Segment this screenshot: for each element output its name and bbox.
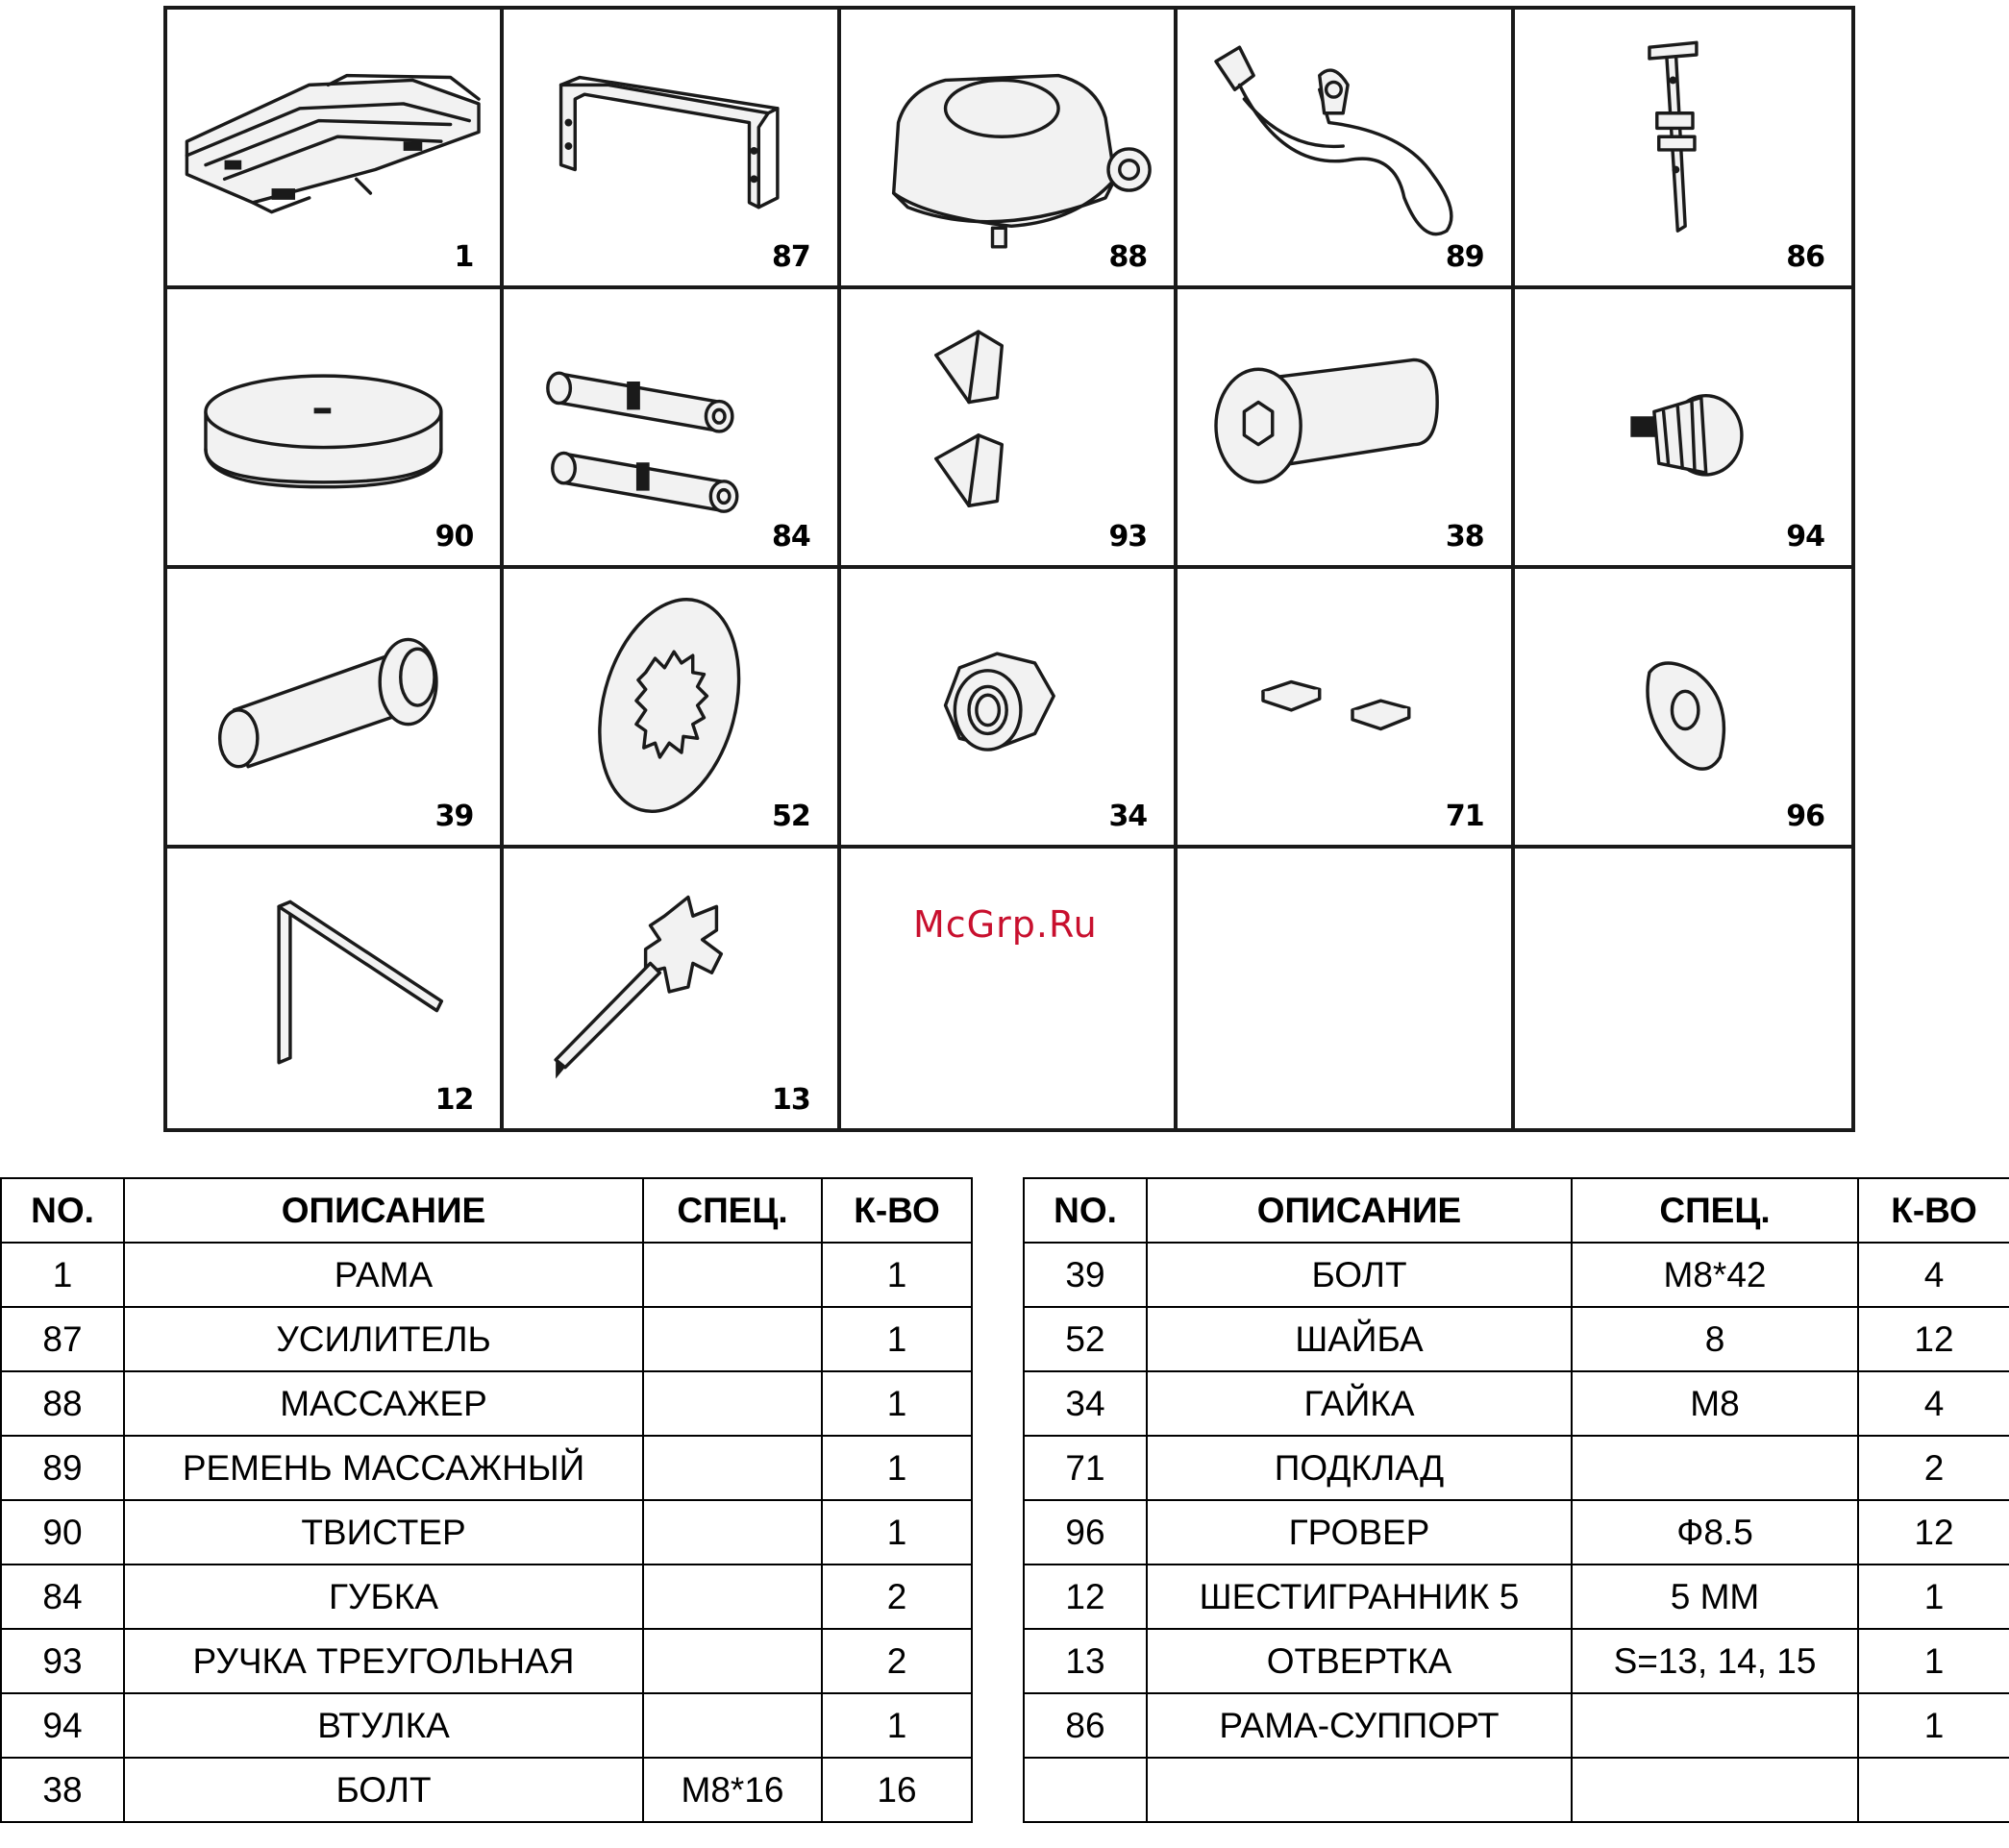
part-cell-89 — [1178, 10, 1514, 289]
part-number: 86 — [1786, 240, 1824, 274]
table-row — [1024, 1436, 2009, 1500]
cell-no: 39 — [1024, 1243, 1147, 1307]
table-row — [1024, 1629, 2009, 1693]
table-row — [1024, 1307, 2009, 1371]
cell-qty: 16 — [822, 1758, 972, 1822]
part-cell-86 — [1515, 10, 1851, 289]
cell-qty — [1858, 1758, 2009, 1822]
cell-no: 12 — [1024, 1565, 1147, 1629]
part-number: 90 — [434, 520, 474, 554]
part-cell-12 — [167, 849, 504, 1128]
header-spec: СПЕЦ. — [1572, 1178, 1858, 1243]
parts-table-left — [0, 1177, 973, 1823]
cell-spec: 5 MM — [1572, 1565, 1858, 1629]
cell-description: РЕМЕНЬ МАССАЖНЫЙ — [124, 1436, 643, 1500]
cell-qty: 1 — [822, 1693, 972, 1758]
cell-spec — [643, 1629, 822, 1693]
table-row — [1024, 1758, 2009, 1822]
cell-spec: M8 — [1572, 1371, 1858, 1436]
parts-diagram-grid — [163, 6, 1855, 1132]
cell-no: 38 — [1, 1758, 124, 1822]
cell-no: 84 — [1, 1565, 124, 1629]
table-header-row — [1024, 1178, 2009, 1243]
watermark: McGrp.Ru — [913, 903, 1098, 946]
table-row — [1, 1693, 972, 1758]
part-number: 93 — [1108, 520, 1148, 554]
part-number: 13 — [772, 1083, 810, 1117]
frame-icon — [167, 10, 500, 285]
part-cell-1 — [167, 10, 504, 289]
cell-spec: M8*42 — [1572, 1243, 1858, 1307]
table-row — [1024, 1500, 2009, 1565]
cell-spec — [643, 1371, 822, 1436]
cell-description: УСИЛИТЕЛЬ — [124, 1307, 643, 1371]
part-number: 96 — [1786, 800, 1824, 833]
part-cell-38 — [1178, 289, 1514, 569]
cell-qty: 4 — [1858, 1371, 2009, 1436]
cell-qty: 12 — [1858, 1307, 2009, 1371]
part-cell-90 — [167, 289, 504, 569]
part-number: 52 — [772, 800, 810, 833]
cell-description: БОЛТ — [124, 1758, 643, 1822]
part-number: 39 — [434, 800, 474, 833]
cell-no — [1024, 1758, 1147, 1822]
cell-description: ОТВЕРТКА — [1147, 1629, 1572, 1693]
cell-description: МАССАЖЕР — [124, 1371, 643, 1436]
table-row — [1, 1565, 972, 1629]
part-cell-96 — [1515, 569, 1851, 849]
header-no: NO. — [1024, 1178, 1147, 1243]
part-cell-93 — [841, 289, 1178, 569]
cell-no: 52 — [1024, 1307, 1147, 1371]
cell-qty: 2 — [822, 1629, 972, 1693]
parts-table-right — [1023, 1177, 2009, 1823]
cell-description: БОЛТ — [1147, 1243, 1572, 1307]
cell-no: 88 — [1, 1371, 124, 1436]
cell-qty: 1 — [822, 1243, 972, 1307]
cell-spec — [1572, 1436, 1858, 1500]
part-number: 84 — [772, 520, 810, 554]
header-qty: К-ВО — [1858, 1178, 2009, 1243]
empty-cell — [1178, 849, 1514, 1128]
cell-spec — [1572, 1758, 1858, 1822]
cell-qty: 1 — [822, 1307, 972, 1371]
cell-description: ГУБКА — [124, 1565, 643, 1629]
part-cell-34 — [841, 569, 1178, 849]
cell-spec: Ф8.5 — [1572, 1500, 1858, 1565]
header-description: ОПИСАНИЕ — [124, 1178, 643, 1243]
cell-spec: M8*16 — [643, 1758, 822, 1822]
cell-qty: 1 — [822, 1500, 972, 1565]
cell-no: 34 — [1024, 1371, 1147, 1436]
table-row — [1, 1371, 972, 1436]
cell-spec — [643, 1243, 822, 1307]
cell-description: РАМА-СУППОРТ — [1147, 1693, 1572, 1758]
cell-qty: 2 — [1858, 1436, 2009, 1500]
table-row — [1024, 1243, 2009, 1307]
cell-description: ШАЙБА — [1147, 1307, 1572, 1371]
cell-qty: 12 — [1858, 1500, 2009, 1565]
part-number: 38 — [1445, 520, 1484, 554]
part-number: 88 — [1108, 240, 1148, 274]
cell-spec — [643, 1500, 822, 1565]
header-qty: К-ВО — [822, 1178, 972, 1243]
header-no: NO. — [1, 1178, 124, 1243]
cell-description — [1147, 1758, 1572, 1822]
table-row — [1, 1436, 972, 1500]
header-description: ОПИСАНИЕ — [1147, 1178, 1572, 1243]
part-cell-87 — [504, 10, 840, 289]
table-row — [1024, 1693, 2009, 1758]
cell-spec — [643, 1436, 822, 1500]
table-row — [1, 1500, 972, 1565]
part-cell-94 — [1515, 289, 1851, 569]
part-number: 94 — [1786, 520, 1824, 554]
part-number: 89 — [1445, 240, 1484, 274]
cell-no: 13 — [1024, 1629, 1147, 1693]
table-row — [1024, 1371, 2009, 1436]
cell-no: 96 — [1024, 1500, 1147, 1565]
cell-no: 94 — [1, 1693, 124, 1758]
table-row — [1024, 1565, 2009, 1629]
table-row — [1, 1629, 972, 1693]
part-cell-39 — [167, 569, 504, 849]
cell-no: 1 — [1, 1243, 124, 1307]
part-number: 1 — [454, 240, 474, 274]
cell-spec — [643, 1565, 822, 1629]
cell-spec — [1572, 1693, 1858, 1758]
cell-qty: 1 — [1858, 1565, 2009, 1629]
table-row — [1, 1307, 972, 1371]
cell-no: 86 — [1024, 1693, 1147, 1758]
cell-qty: 1 — [822, 1371, 972, 1436]
part-cell-52 — [504, 569, 840, 849]
part-cell-88 — [841, 10, 1178, 289]
cell-qty: 2 — [822, 1565, 972, 1629]
part-cell-84 — [504, 289, 840, 569]
cell-description: РАМА — [124, 1243, 643, 1307]
empty-cell — [1515, 849, 1851, 1128]
cell-no: 87 — [1, 1307, 124, 1371]
part-number: 12 — [434, 1083, 474, 1117]
table-row — [1, 1243, 972, 1307]
cell-description: ТВИСТЕР — [124, 1500, 643, 1565]
cell-description: РУЧКА ТРЕУГОЛЬНАЯ — [124, 1629, 643, 1693]
empty-cell — [841, 849, 1178, 1128]
cell-no: 90 — [1, 1500, 124, 1565]
cell-spec: 8 — [1572, 1307, 1858, 1371]
cell-spec — [643, 1693, 822, 1758]
cell-spec: S=13, 14, 15 — [1572, 1629, 1858, 1693]
part-number: 34 — [1108, 800, 1148, 833]
part-cell-13 — [504, 849, 840, 1128]
cell-qty: 1 — [1858, 1693, 2009, 1758]
cell-description: ГРОВЕР — [1147, 1500, 1572, 1565]
cell-qty: 1 — [822, 1436, 972, 1500]
table-row — [1, 1758, 972, 1822]
cell-description: ВТУЛКА — [124, 1693, 643, 1758]
cell-description: ПОДКЛАД — [1147, 1436, 1572, 1500]
cell-no: 93 — [1, 1629, 124, 1693]
cell-qty: 1 — [1858, 1629, 2009, 1693]
table-header-row — [1, 1178, 972, 1243]
cell-no: 71 — [1024, 1436, 1147, 1500]
part-number: 87 — [772, 240, 810, 274]
cell-description: ГАЙКА — [1147, 1371, 1572, 1436]
header-spec: СПЕЦ. — [643, 1178, 822, 1243]
cell-no: 89 — [1, 1436, 124, 1500]
part-cell-71 — [1178, 569, 1514, 849]
cell-description: ШЕСТИГРАННИК 5 — [1147, 1565, 1572, 1629]
part-number: 71 — [1445, 800, 1484, 833]
cell-spec — [643, 1307, 822, 1371]
cell-qty: 4 — [1858, 1243, 2009, 1307]
